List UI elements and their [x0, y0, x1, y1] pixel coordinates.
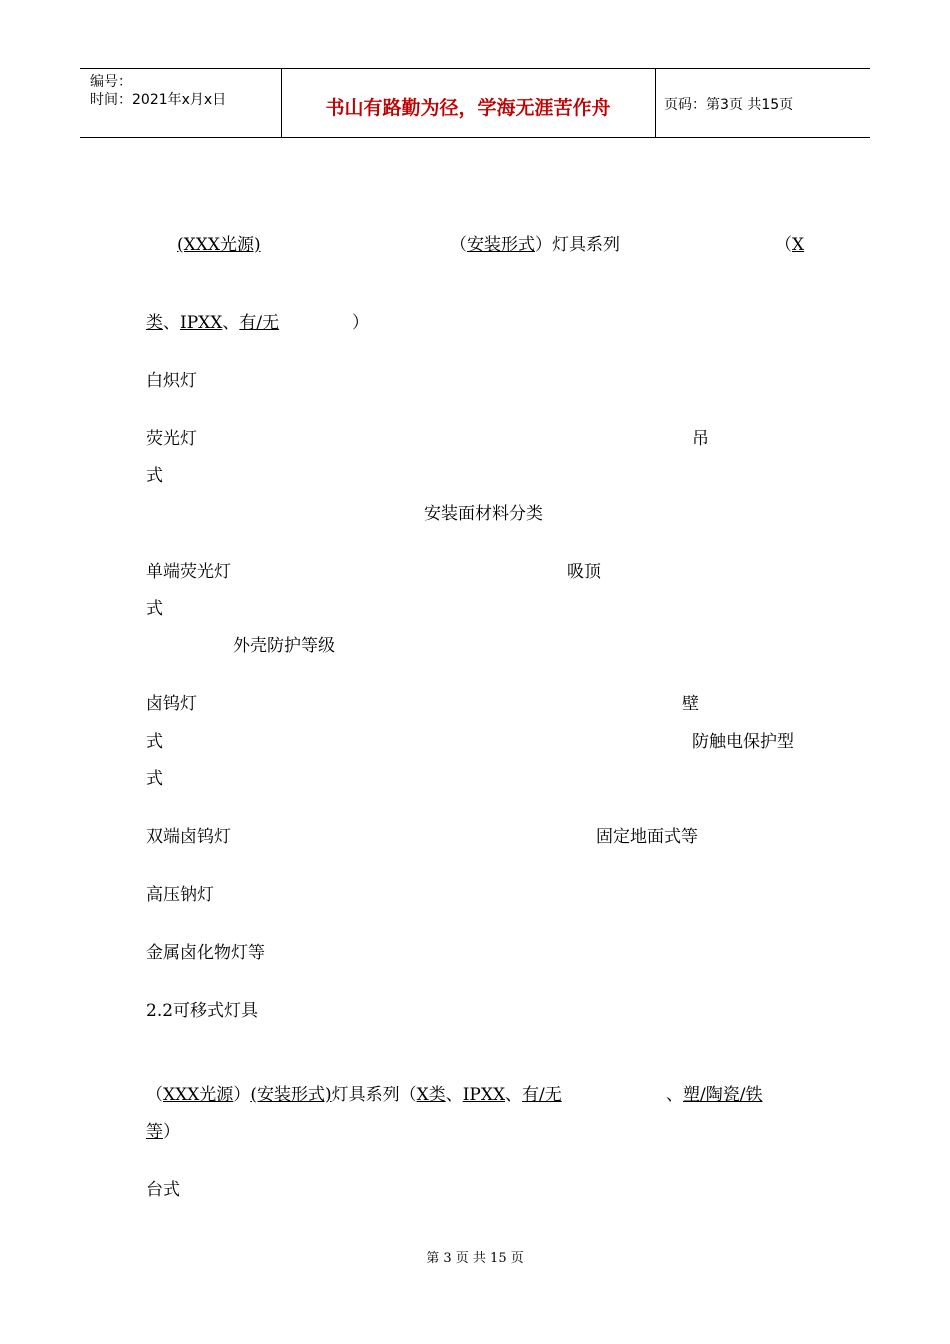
header-motto: 书山有路勤为径，学海无涯苦作舟: [325, 97, 611, 119]
document-header: [80, 68, 870, 138]
ceiling-1: 吸顶: [567, 562, 601, 582]
shock-protection: 防触电保护型: [692, 732, 794, 752]
material-field: 、塑/陶瓷/铁: [666, 1085, 763, 1105]
wall-1: 壁: [682, 694, 699, 714]
single-end-fluorescent: 单端荧光灯: [146, 562, 231, 582]
halogen: 卤钨灯: [146, 694, 197, 714]
double-end-halogen: 双端卤钨灯: [146, 827, 231, 847]
mounting-surface: 安装面材料分类: [424, 504, 543, 524]
portable-line: （XXX光源）(安装形式)灯具系列（X类、IPXX、有/无: [146, 1085, 562, 1105]
page-footer: 第 3 页 共 15 页: [426, 1251, 524, 1266]
mounting-type-line: （安装形式）灯具系列: [450, 235, 620, 255]
pendant-2: 式: [146, 466, 163, 486]
light-source-field: (XXX光源): [177, 235, 261, 255]
wall-2: 式: [146, 732, 163, 752]
enclosure-protection: 外壳防护等级: [233, 636, 335, 656]
header-meta: [90, 73, 226, 109]
fixed-floor: 固定地面式等: [596, 827, 698, 847]
incandescent: 白炽灯: [146, 371, 197, 391]
class-ip-line: 类、IPXX、有/无: [146, 313, 280, 333]
header-page-info: 页码：第3页 共15页: [664, 97, 794, 113]
header-divider: [655, 69, 656, 137]
class-open: （X: [775, 235, 805, 255]
wall-3: 式: [146, 769, 163, 789]
class-close: ）: [352, 313, 369, 333]
time-label: 时间：2021年x月x日: [90, 92, 227, 108]
portable-line-end: 等）: [146, 1122, 180, 1142]
number-label: 编号：: [90, 74, 132, 90]
table-type: 台式: [146, 1180, 180, 1200]
section-title: 2.2可移式灯具: [146, 1001, 259, 1021]
metal-halide: 金属卤化物灯等: [146, 943, 265, 963]
fluorescent: 荧光灯: [146, 429, 197, 449]
pendant-1: 吊: [692, 429, 709, 449]
ceiling-2: 式: [146, 599, 163, 619]
hps: 高压钠灯: [146, 885, 214, 905]
